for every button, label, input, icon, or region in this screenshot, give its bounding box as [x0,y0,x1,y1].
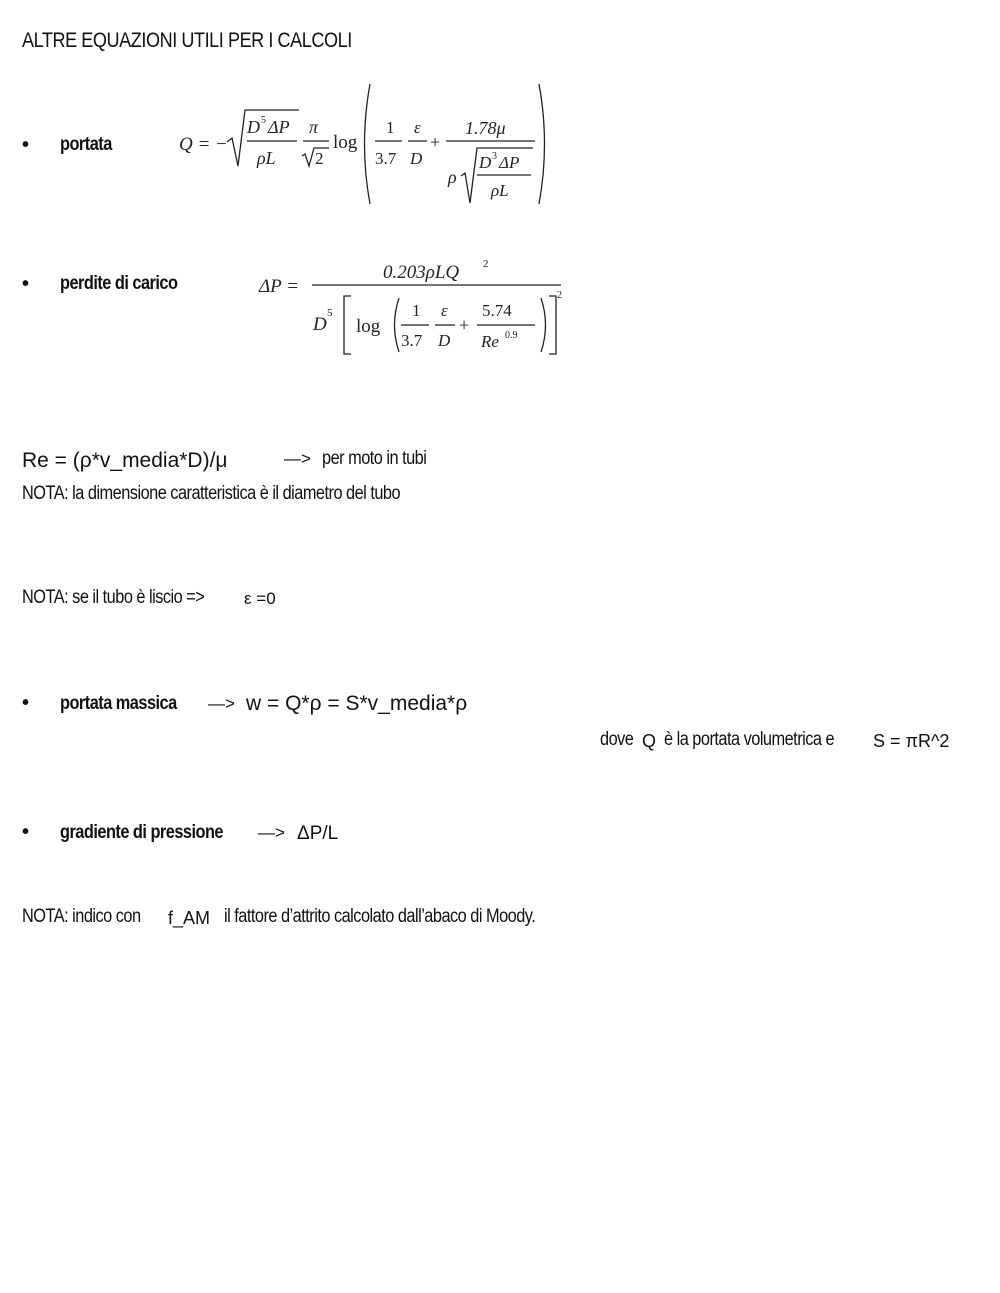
eq1-d5dp-exp: 5 [261,115,266,126]
note-liscio: NOTA: se il tubo è liscio => [22,587,205,608]
eq2-eps: ε [441,301,448,320]
eq1-pi: π [309,117,319,137]
dove-s: S = πR^2 [873,731,950,751]
eq2-re-exp: 0.9 [505,330,518,341]
eq2-num-exp: 2 [483,258,489,270]
eq2-right-bracket [549,296,556,354]
eq2-D: D [313,314,327,335]
eq1-log: log [333,132,358,153]
eq1-eps: ε [414,118,421,137]
eq2-left-bracket [344,296,351,354]
eq1-left-paren [365,84,371,204]
eq1-d5dp: D [247,117,260,137]
eq1-d5dp-tail: ΔP [268,117,290,137]
eq2-outer-exp: 2 [557,290,562,301]
portata-label: portata [60,134,112,155]
gradiente-formula: ΔP/L [297,823,339,844]
bullet: • [22,134,30,156]
note-moody-symbol: f_AM [168,908,211,928]
bullet: • [22,692,30,714]
page-title: ALTRE EQUAZIONI UTILI PER I CALCOLI [22,29,352,52]
dove-q: Q [642,731,657,751]
eq1-d3-tail: ΔP [499,153,520,172]
eq1-one: 1 [386,118,395,137]
eq1-three7: 3.7 [375,149,397,168]
eq1-plus: + [430,132,441,152]
eq2-lhs: ΔP = [259,276,299,297]
eq2-re: Re [481,332,499,351]
perdite-label: perdite di carico [60,273,178,294]
eq1-lhs: Q = − [179,134,228,155]
note-dimension: NOTA: la dimensione caratteristica è il diametro del tubo [22,483,401,504]
eq1-d3-exp: 3 [492,151,497,162]
eq2-right-paren [541,298,546,352]
eq1-num: 1.78μ [465,118,506,138]
eq1-rhoL: ρL [257,148,276,168]
eq1-D: D [410,149,423,168]
eq2-five74: 5.74 [482,301,512,320]
reynolds-formula: Re = (ρ*v_media*D)/μ [22,449,228,472]
arrow: —> [208,694,235,713]
liscio-formula: ε =0 [244,589,276,608]
massica-label: portata massica [60,693,177,714]
eq2-plus: + [459,315,470,335]
eq1-right-paren [539,84,545,204]
eq2-D-exp: 5 [327,307,333,319]
portata-equation [175,78,555,210]
note-moody-suffix: il fattore d’attrito calcolato dall’abaco di Moody. [224,906,536,927]
reynolds-note: per moto in tubi [322,448,427,469]
eq2-left-paren [395,298,400,352]
eq1-sqrt2: 2 [315,149,324,168]
gradiente-label: gradiente di pressione [60,822,223,843]
arrow: —> [258,823,285,842]
dove-prefix: dove [600,729,634,750]
bullet: • [22,821,30,843]
eq2-Dd: D [438,331,451,350]
eq2-one: 1 [412,301,421,320]
bullet: • [22,273,30,295]
eq1-rho: ρ [448,167,457,187]
massica-formula: w = Q*ρ = S*v_media*ρ [246,692,468,715]
dove-mid: è la portata volumetrica e [664,729,835,750]
perdite-equation [255,252,575,360]
arrow: —> [284,449,311,468]
note-moody-prefix: NOTA: indico con [22,906,141,927]
eq1-rhoL2: ρL [491,181,509,200]
eq2-log: log [356,316,381,337]
eq2-num: 0.203ρLQ [383,262,460,283]
eq1-d3: D [479,153,492,172]
eq2-three7: 3.7 [401,331,423,350]
